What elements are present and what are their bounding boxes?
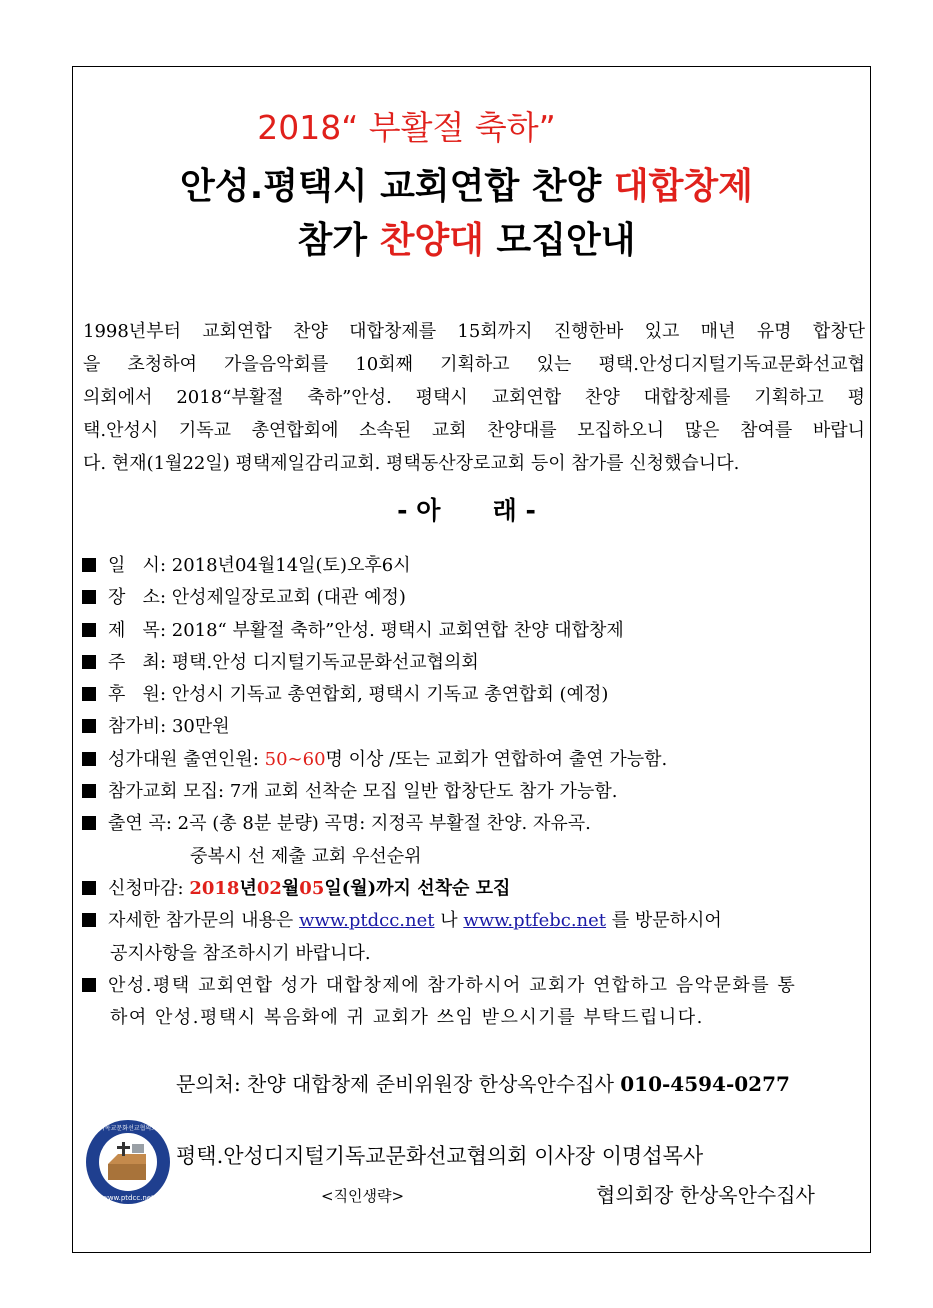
organization-president: 협의회장 한상옥안수집사 xyxy=(596,1183,815,1207)
organization-chair: 이사장 이명섭목사 xyxy=(527,1144,704,1168)
intro-line: 을 초청하여 가을음악회를 10회째 기획하고 있는 평택.안성디지털기독교문화선교협 xyxy=(83,354,865,375)
list-item-subject: 제 목: 2018“ 부활절 축하”안성. 평택시 교회연합 찬양 대합창제 xyxy=(82,615,872,647)
intro-line: 택.안성시 기독교 총연합회에 소속된 교회 찬양대를 모집하오니 많은 참여를 바랍니 xyxy=(83,420,865,441)
contact-line xyxy=(176,1067,790,1101)
intro-line: 1998년부터 교회연합 찬양 대합창제를 15회까지 진행한바 있고 매년 유명 합창단 xyxy=(83,321,865,342)
bullet-icon xyxy=(82,752,96,766)
list-item-details-cont: 공지사항을 참조하시기 바랍니다. xyxy=(110,942,371,964)
bullet-icon xyxy=(82,978,96,992)
list-item-date: 일 시: 2018년04월14일(토)오후6시 xyxy=(82,550,872,582)
list-item-recruit: 참가교회 모집: 7개 교회 선착순 모집 일반 합창단도 참가 가능함. xyxy=(82,776,872,808)
list-item-deadline: 신청마감: 2018년02월05일(월)까지 선착순 모집 xyxy=(82,873,872,905)
bullet-icon xyxy=(82,558,96,572)
contact-phone: 010-4594-0277 xyxy=(620,1072,790,1096)
list-item-songs: 출연 곡: 2곡 (총 8분 분량) 곡명: 지정곡 부활절 찬양. 자유곡. xyxy=(82,808,872,840)
intro-line: 의회에서 2018“부활절 축하”안성. 평택시 교회연합 찬양 대합창제를 기획하고 평 xyxy=(83,387,865,408)
title-line-2 xyxy=(0,164,933,210)
logo-seal-icon xyxy=(84,1118,172,1206)
title-line-2-text: 안성.평택시 교회연합 찬양 xyxy=(180,166,614,207)
intro-line: 다. 현재(1월22일) 평택제일감리교회. 평택동산장로교회 등이 참가를 신청했습니다. xyxy=(83,453,740,474)
bullet-icon xyxy=(82,687,96,701)
list-item-host: 주 최: 평택.안성 디지털기독교문화선교협의회 xyxy=(82,647,872,679)
title-highlight-choir-festival: 대합창제 xyxy=(613,166,753,207)
list-item-closing: 안성.평택 교회연합 성가 대합창제에 참가하시어 교회가 연합하고 음악문화를 통 xyxy=(82,970,872,1002)
bullet-icon xyxy=(82,719,96,733)
link-ptfebc[interactable]: www.ptfebc.net xyxy=(463,910,607,932)
organization-signature xyxy=(176,1138,703,1174)
logo-url-text: www.ptdcc.net xyxy=(102,1194,154,1202)
section-heading: - 아 래 - xyxy=(397,496,536,525)
link-ptdcc[interactable]: www.ptdcc.net xyxy=(299,910,435,932)
title-line-3 xyxy=(0,218,933,264)
bullet-icon xyxy=(82,816,96,830)
intro-paragraph xyxy=(83,315,865,480)
details-list xyxy=(82,550,872,1034)
organization-logo xyxy=(84,1118,172,1206)
list-item-members: 성가대원 출연인원: 50∼60명 이상 /또는 교회가 연합하여 출연 가능함. xyxy=(82,744,872,776)
bullet-icon xyxy=(82,784,96,798)
organization-name: 평택.안성디지털기독교문화선교협의회 xyxy=(176,1144,528,1168)
list-item-place: 장 소: 안성제일장로교회 (대관 예정) xyxy=(82,582,872,614)
title-highlight-choir: 찬양대 xyxy=(379,220,484,261)
bullet-icon xyxy=(82,590,96,604)
title-line-3-text-b: 모집안내 xyxy=(483,220,636,261)
contact-label: 문의처: xyxy=(176,1072,241,1096)
list-item-closing-cont: 하여 안성.평택시 복음화에 귀 교회가 쓰임 받으시기를 부탁드립니다. xyxy=(110,1007,704,1029)
logo-ring-text: 기독교문화선교협의회 xyxy=(99,1125,157,1132)
seal-omitted-note: <직인생략> xyxy=(321,1187,405,1205)
title-line-3-text-a: 참가 xyxy=(297,220,380,261)
title-line-1: 2018“ 부활절 축하” xyxy=(257,108,556,147)
bullet-icon xyxy=(82,913,96,927)
bullet-icon xyxy=(82,655,96,669)
list-item-sponsor: 후 원: 안성시 기독교 총연합회, 평택시 기독교 총연합회 (예정) xyxy=(82,679,872,711)
list-item-details: 자세한 참가문의 내용은 www.ptdcc.net 나 www.ptfebc.net 를 방문하시어 xyxy=(82,905,872,937)
list-item-songs-note: 중복시 선 제출 교회 우선순위 xyxy=(190,845,422,867)
bullet-icon xyxy=(82,881,96,895)
list-item-fee: 참가비: 30만원 xyxy=(82,711,872,743)
contact-text: 찬양 대합창제 준비위원장 한상옥안수집사 xyxy=(240,1072,621,1096)
bullet-icon xyxy=(82,623,96,637)
